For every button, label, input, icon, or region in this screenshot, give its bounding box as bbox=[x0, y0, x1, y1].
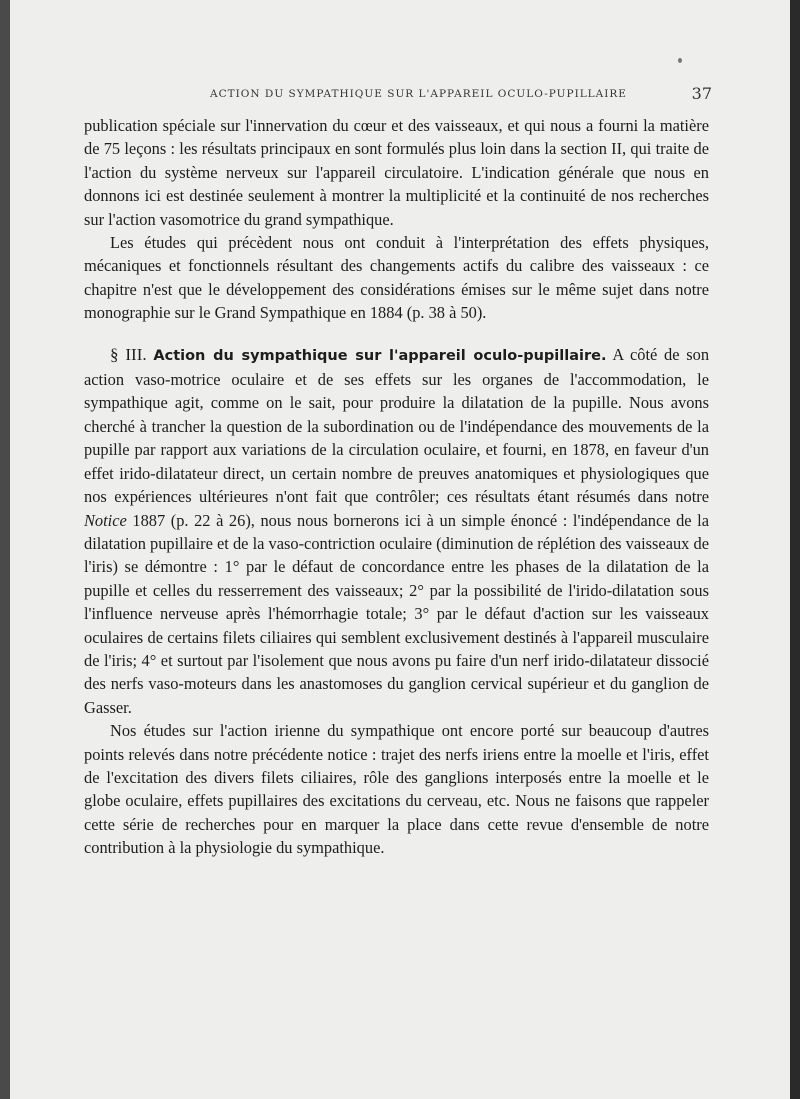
running-title: ACTION DU SYMPATHIQUE SUR L'APPAREIL OCULO-PUPILLAIRE bbox=[210, 88, 627, 100]
section-text-part2: 1887 (p. 22 à 26), nous nous bornerons ici à un simple énoncé : l'indépendance de la dilatation pupillaire et de la vaso-contriction oculaire (diminution de réplétion des vaisseaux de l'iris) se démontre : 1° par le défaut de concordance entre les phases de la dilatation de la pupille et celles du resserrement des vaisseaux; 2° par la possibilité de l'irido-dilatation sous l'influence nerveuse après l'hémorrhagie totale; 3° par le défaut d'action sur les vaisseaux oculaires de certains filets ciliaires qui semblent exclusivement destinés à l'appareil musculaire de l'iris; 4° et surtout par l'isolement que nous avons pu faire d'un nerf irido-dilatateur dissocié des nerfs vaso-moteurs dans les anastomoses du ganglion cervical supérieur et du ganglion de Gasser. bbox=[84, 510, 709, 717]
ink-spot bbox=[678, 58, 682, 63]
body-text bbox=[84, 114, 709, 860]
paragraph-1: publication spéciale sur l'innervation du cœur et des vaisseaux, et qui nous a fourni la matière de 75 leçons : les résultats principaux en sont formulés plus loin dans la section II, qui traite de l'action du système nerveux sur l'appareil circulatoire. L'indication générale que nous en donnons ici est destinée seulement à montrer la multiplicité et la continuité de nos recherches sur l'action vasomotrice du grand sympathique. bbox=[84, 116, 709, 229]
section-text-part1: A côté de son action vaso-motrice oculaire et de ses effets sur les organes de l'accommodation, le sympathique agit, comme on le sait, pour produire la dilatation de la pupille. Nous avons cherché à trancher la question de la subordination ou de l'indépendance des mouvements de la pupille par rapport aux variations de la circulation oculaire, et fourni, en 1878, en faveur d'un effet irido-dilatateur direct, un certain nombre de preuves anatomiques et physiologiques que nos expériences ultérieures n'ont fait que contrôler; ces résultats étant résumés dans notre bbox=[84, 344, 710, 507]
notice-reference: Notice bbox=[84, 510, 127, 530]
running-header bbox=[82, 82, 712, 106]
page-number: 37 bbox=[691, 84, 712, 103]
scan-right-border bbox=[790, 0, 800, 1099]
section-3-paragraph bbox=[84, 343, 709, 720]
section-title: Action du sympathique sur l'appareil oculo-pupillaire. bbox=[153, 347, 607, 364]
paragraph-2: Les études qui précèdent nous ont conduit à l'interprétation des effets physiques, mécaniques et fonctionnels résultant des changements actifs du calibre des vaisseaux : ce chapitre n'est que le développement des considérations émises sur le même sujet dans notre monographie sur le Grand Sympathique en 1884 (p. 38 à 50). bbox=[84, 233, 709, 323]
scan-left-border bbox=[0, 0, 10, 1099]
section-mark: § III. bbox=[110, 344, 147, 364]
paragraph-4: Nos études sur l'action irienne du sympathique ont encore porté sur beaucoup d'autres points relevés dans notre précédente notice : trajet des nerfs iriens entre la moelle et l'iris, effet de l'excitation des divers filets ciliaires, rôle des ganglions interposés entre la moelle et le globe oculaire, effets pupillaires des excitations du cerveau, etc. Nous ne faisons que rappeler cette série de recherches pour en marquer la place dans cette revue d'ensemble de notre contribution à la physiologie du sympathique. bbox=[84, 721, 709, 858]
